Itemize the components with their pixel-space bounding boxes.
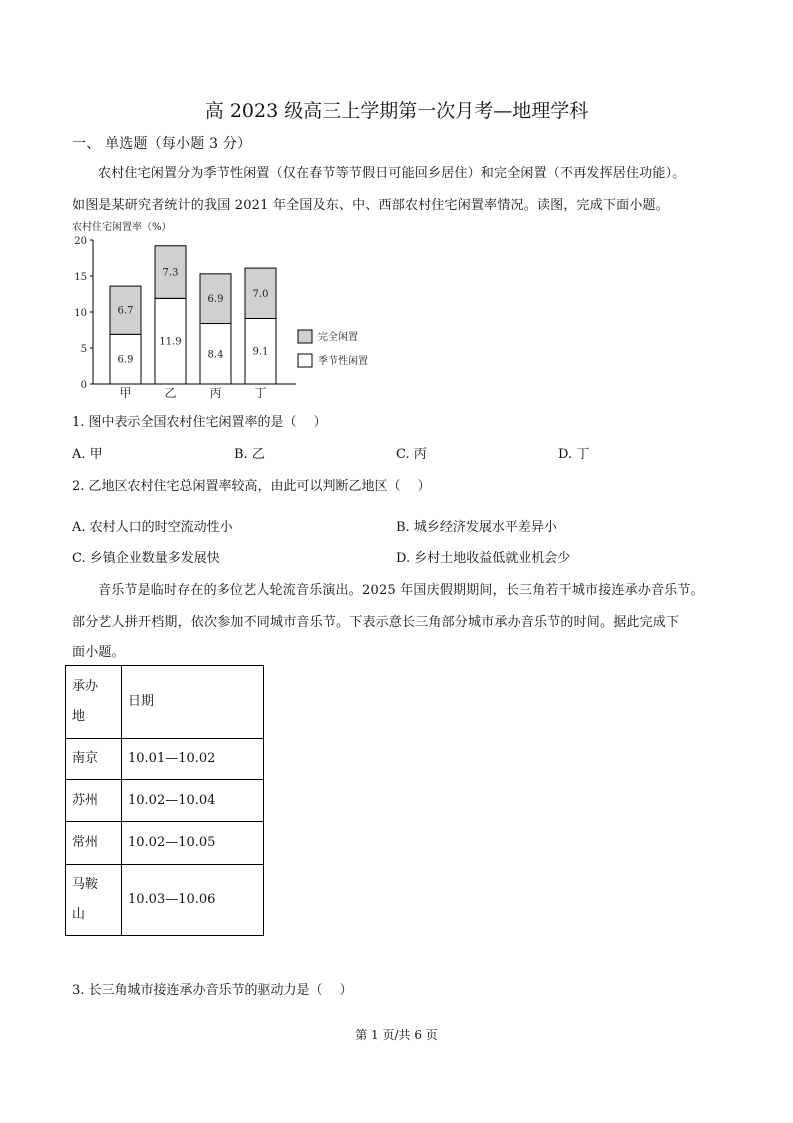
x-tick-label: 丁: [254, 386, 267, 400]
legend-label: 季节性闲置: [318, 356, 368, 367]
q2-option-c[interactable]: C. 乡镇企业数量多发展快: [72, 551, 220, 566]
legend-swatch: [298, 330, 312, 343]
row-place-cell: [66, 865, 122, 936]
data-label: 6.9: [207, 294, 224, 306]
q3-stem: 3. 长三角城市接连承办音乐节的驱动力是（ ）: [72, 983, 353, 998]
q1-option-b[interactable]: B. 乙: [234, 447, 265, 462]
data-label: 9.1: [252, 346, 269, 358]
header-date-cell: 日期: [122, 666, 264, 739]
page-title: 高 2023 级高三上学期第一次月考—地理学科: [204, 100, 589, 122]
y-tick-label: 10: [74, 308, 87, 319]
y-tick-label: 15: [74, 272, 87, 283]
row-place: 常州: [66, 822, 122, 865]
table-row: [66, 780, 264, 822]
row-date: 10.02—10.04: [122, 780, 264, 822]
table-row: [66, 822, 264, 865]
section-heading: 一、 单选题（每小题 3 分）: [72, 136, 252, 152]
y-tick-label: 0: [80, 380, 87, 391]
row-place: 苏州: [66, 780, 122, 822]
table-row: [66, 865, 264, 936]
data-label: 11.9: [159, 336, 182, 348]
q1-stem: 1. 图中表示全国农村住宅闲置率的是（ ）: [72, 415, 327, 430]
legend-swatch: [298, 354, 312, 367]
q2-option-d[interactable]: D. 乡村土地收益低就业机会少: [396, 551, 571, 566]
y-tick-label: 5: [80, 344, 87, 355]
page-footer: 第 1 页/共 6 页: [355, 1028, 438, 1042]
table-row: [66, 739, 264, 780]
row-place-line1: 马鞍: [72, 877, 99, 892]
passage1-line2: 如图是某研究者统计的我国 2021 年全国及东、中、西部农村住宅闲置率情况。读图，完成下面小题。: [72, 198, 669, 213]
q1-option-c[interactable]: C. 丙: [396, 447, 427, 462]
q1-option-d[interactable]: D. 丁: [558, 447, 590, 462]
row-date: 10.02—10.05: [122, 822, 264, 865]
idle-rate-chart: [62, 218, 382, 403]
header-place-line1: 承办: [72, 679, 99, 694]
passage2-line3: 面小题。: [72, 645, 125, 660]
q1-option-a[interactable]: A. 甲: [72, 447, 103, 462]
legend-label: 完全闲置: [318, 332, 358, 343]
chart-legend: [298, 330, 368, 367]
passage2-line2: 部分艺人拼开档期，依次参加不同城市音乐节。下表示意长三角部分城市承办音乐节的时间。据此完成下: [72, 615, 680, 630]
row-place-line2: 山: [72, 907, 86, 922]
chart-bars: [110, 246, 276, 400]
x-tick-label: 丙: [209, 386, 222, 400]
chart-ylabel: 农村住宅闲置率（%）: [72, 222, 172, 233]
data-label: 6.9: [117, 354, 134, 366]
passage2-line1: 音乐节是临时存在的多位艺人轮流音乐演出。2025 年国庆假期期间，长三角若干城市接连承办音乐节。: [98, 583, 704, 598]
data-label: 6.7: [117, 305, 134, 317]
row-date: 10.01—10.02: [122, 739, 264, 780]
data-label: 7.0: [252, 288, 269, 300]
row-place: 南京: [66, 739, 122, 780]
passage1-line1: 农村住宅闲置分为季节性闲置（仅在春节等节假日可能回乡居住）和完全闲置（不再发挥居住功能）。: [98, 166, 686, 181]
q2-option-b[interactable]: B. 城乡经济发展水平差异小: [396, 520, 557, 535]
data-label: 8.4: [207, 349, 224, 361]
q2-stem: 2. 乙地区农村住宅总闲置率较高，由此可以判断乙地区（ ）: [72, 479, 431, 494]
header-place-cell: [66, 666, 122, 739]
q2-option-a[interactable]: A. 农村人口的时空流动性小: [72, 520, 233, 535]
data-label: 7.3: [162, 267, 179, 279]
x-tick-label: 乙: [164, 386, 177, 400]
row-date: 10.03—10.06: [122, 865, 264, 936]
festival-schedule-table: [65, 665, 264, 936]
table-header-row: [66, 666, 264, 739]
y-tick-label: 20: [74, 236, 87, 247]
header-place-line2: 地: [72, 709, 86, 724]
x-tick-label: 甲: [119, 386, 132, 400]
